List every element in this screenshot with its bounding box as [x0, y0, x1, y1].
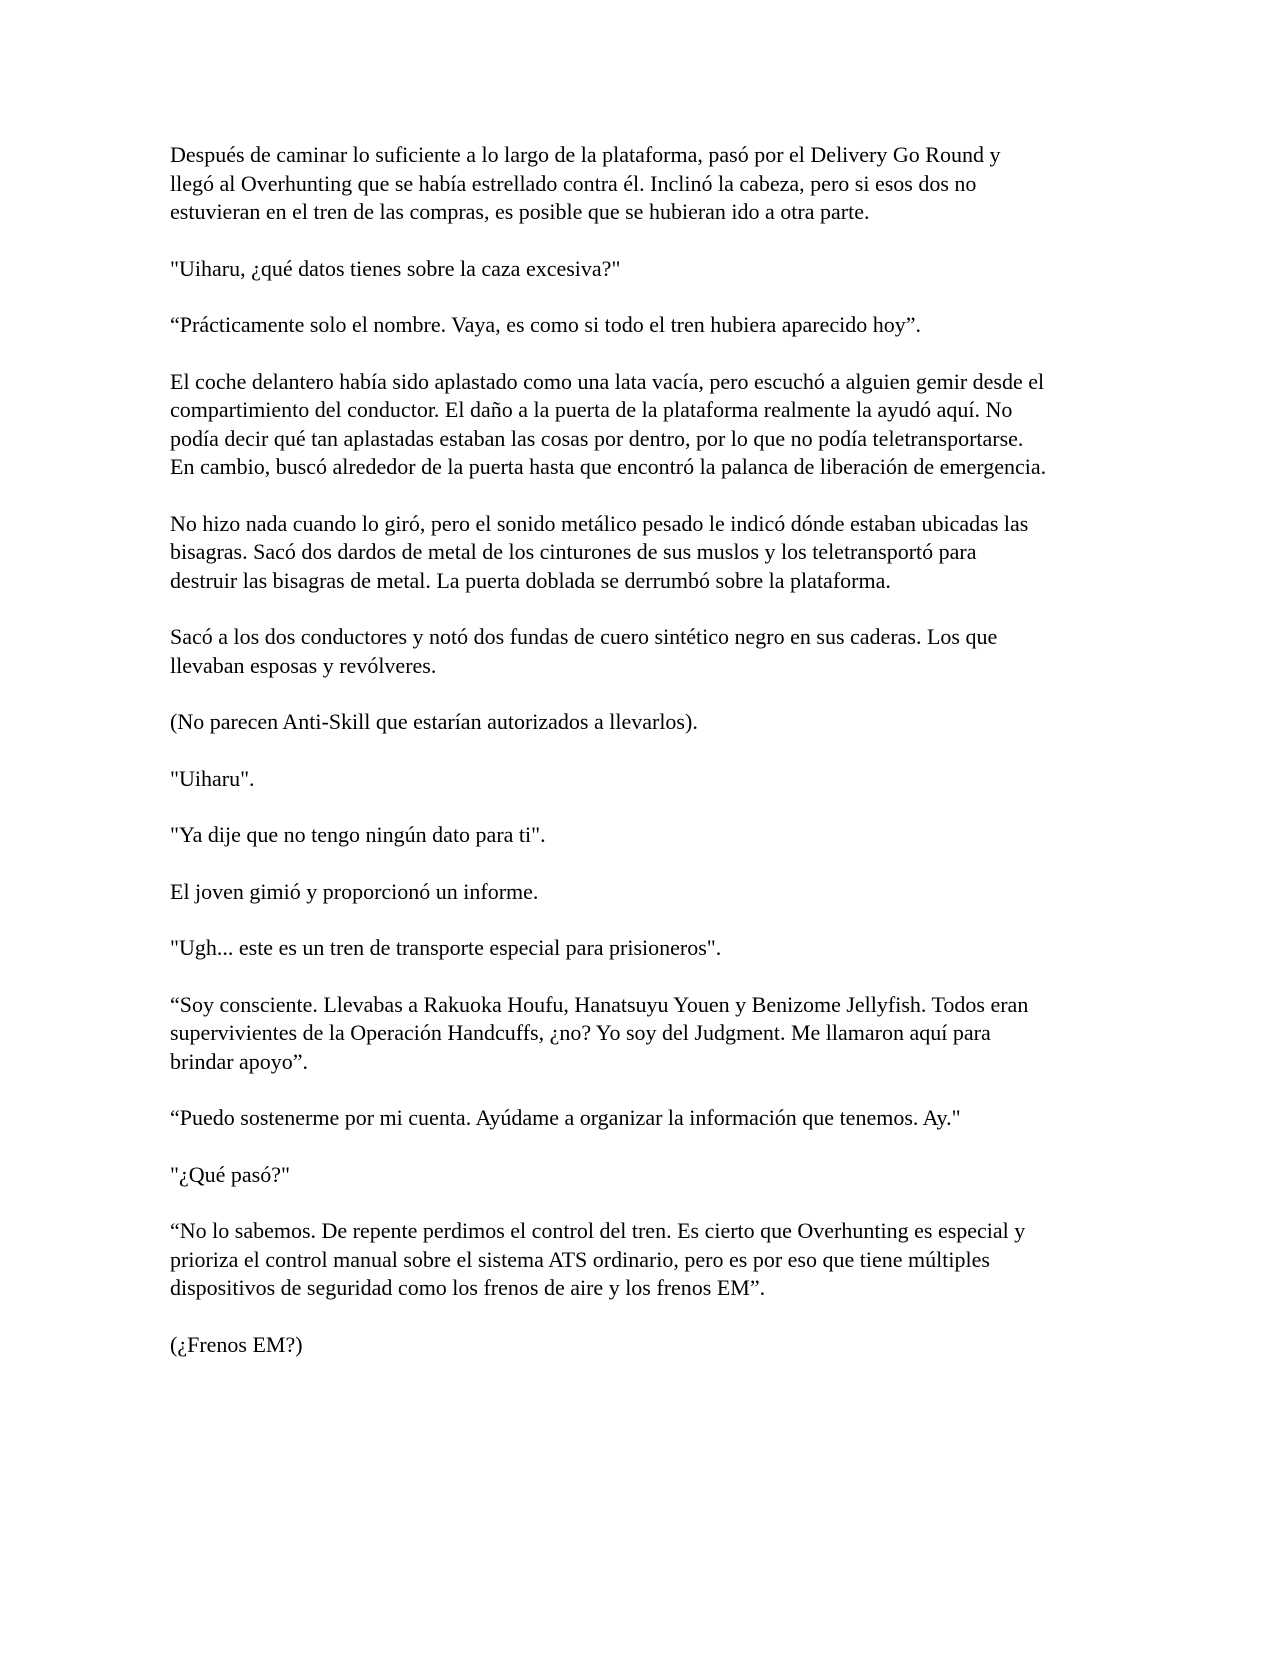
paragraph-thought: (¿Frenos EM?) — [170, 1331, 303, 1357]
text-content — [170, 141, 1048, 1387]
paragraph-narration: Después de caminar lo suficiente a lo largo de la plataforma, pasó por el Delivery Go Round y llegó al Overhunting que se había estrellado contra él. Inclinó la cabeza, pero si esos dos no estuvieran en el tren de las compras, es posible que se hubieran ido a otra parte. — [170, 142, 1001, 224]
paragraph-narration: Sacó a los dos conductores y notó dos fundas de cuero sintético negro en sus caderas. Los que llevaban esposas y revólveres. — [170, 624, 998, 678]
paragraph-dialogue: "Ya dije que no tengo ningún dato para ti". — [170, 822, 546, 847]
paragraph-narration: El coche delantero había sido aplastado como una lata vacía, pero escuchó a alguien gemir desde el compartimiento del conductor. El daño a la puerta de la plataforma realmente la ayudó aquí. No podía decir qué tan aplastadas estaban las cosas por dentro, por lo que no podía teletransportarse. En cambio, buscó alrededor de la puerta hasta que encontró la palanca de liberación de emergencia. — [170, 368, 1047, 479]
paragraph-dialogue: “Soy consciente. Llevabas a Rakuoka Houfu, Hanatsuyu Youen y Benizome Jellyfish. Todos eran supervivientes de la Operación Handcuffs, ¿no? Yo soy del Judgment. Me llamaron aquí para brindar apoyo”. — [170, 991, 1029, 1074]
paragraph-narration: El joven gimió y proporcionó un informe. — [170, 878, 539, 904]
paragraph-dialogue: "Ugh... este es un tren de transporte especial para prisioneros". — [170, 935, 722, 960]
paragraph-dialogue: “Prácticamente solo el nombre. Vaya, es como si todo el tren hubiera aparecido hoy”. — [170, 312, 921, 337]
paragraph-dialogue: "¿Qué pasó?" — [170, 1161, 290, 1187]
paragraph-dialogue: “Puedo sostenerme por mi cuenta. Ayúdame a organizar la información que tenemos. Ay." — [170, 1105, 961, 1130]
paragraph-dialogue: "Uiharu". — [170, 765, 255, 791]
paragraph-thought: (No parecen Anti-Skill que estarían autorizados a llevarlos). — [170, 709, 698, 734]
paragraph-narration: No hizo nada cuando lo giró, pero el sonido metálico pesado le indicó dónde estaban ubicadas las bisagras. Sacó dos dardos de metal de los cinturones de sus muslos y los teletransportó para destruir las bisagras de metal. La puerta doblada se derrumbó sobre la plataforma. — [170, 510, 1029, 593]
paragraph-dialogue: “No lo sabemos. De repente perdimos el control del tren. Es cierto que Overhunting es especial y prioriza el control manual sobre el sistema ATS ordinario, pero es por eso que tiene múltiples dispositivos de seguridad como los frenos de aire y los frenos EM”. — [170, 1218, 1026, 1300]
paragraph-dialogue: "Uiharu, ¿qué datos tienes sobre la caza excesiva?" — [170, 255, 621, 281]
